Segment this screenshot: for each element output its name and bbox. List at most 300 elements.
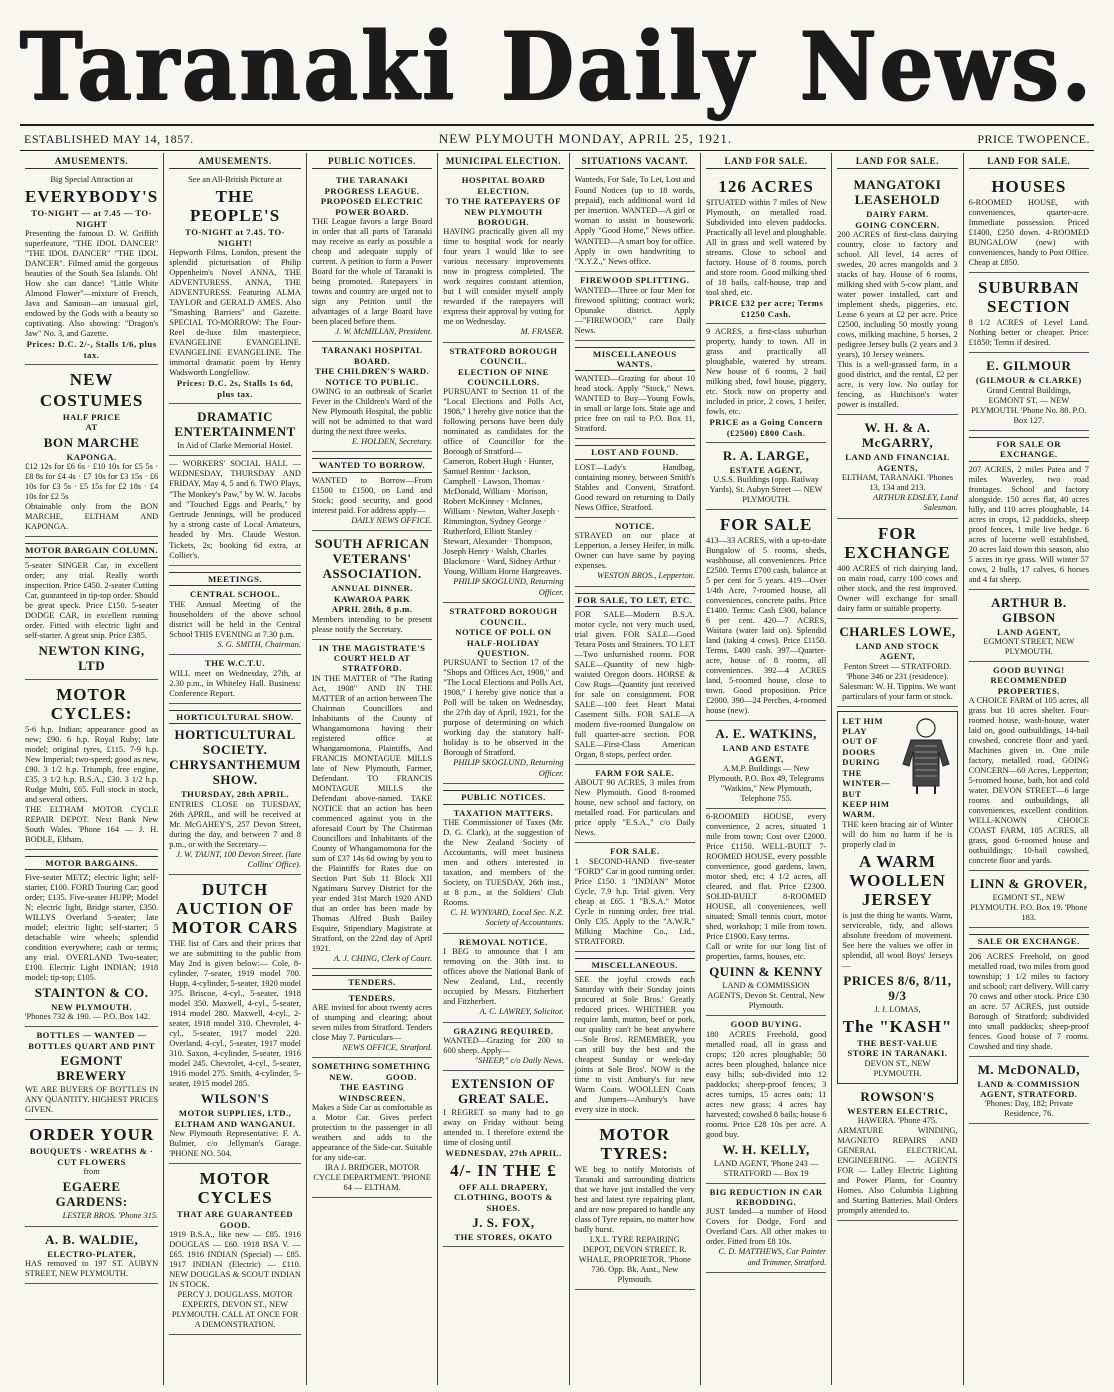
ad-time: TO-NIGHT at 7.45. TO-NIGHT! xyxy=(185,227,286,248)
ad-title: STRATFORD BOROUGH COUNCIL. xyxy=(449,345,558,367)
ad-body: SITUATED within 7 miles of New Plymouth, on metalled road. Subdivided into eleven paddocks. Practically all level and ploughable. All in grass and well watered by streams. Close to school and factory. House of 8 rooms, porch and store room. Good milking shed of 18 bails, calf-house, trap and tool shed, etc. xyxy=(705,198,827,298)
section-title: FOR SALE OR EXCHANGE. xyxy=(969,437,1089,462)
ad-body: Members intending to be present please notify the Secretary. xyxy=(311,614,433,634)
jersey-lines xyxy=(842,716,894,820)
ad-time: TO-NIGHT — at 7.45 — TO-NIGHT xyxy=(31,208,152,229)
ad-body: JUST landed—a number of Hood Covers for Dodge, Ford and Overland Cars. All other makes to order. Fitted from £8 10s. xyxy=(705,1207,827,1247)
grazing-notice xyxy=(443,1023,563,1072)
section-title: MISCELLANEOUS WANTS. xyxy=(575,347,695,372)
ad-sub: MOTOR SUPPLIES, LTD., ELTHAM AND WANGANUI. xyxy=(174,1108,296,1129)
ad-signature: C. H. WYNYARD, Local Sec. N.Z. Society of Accountants. xyxy=(450,907,564,928)
ad-sub: GOING CONCERN. xyxy=(855,219,940,230)
jersey-line-5: KEEP HIM xyxy=(842,798,890,809)
ad-body: HAS removed to 197 ST. AUBYN STREET, NEW PLYMOUTH. xyxy=(25,1258,159,1278)
ad-headline: HOUSES xyxy=(991,177,1067,197)
masthead-rule xyxy=(20,124,1094,126)
ad-body: ABOUT 90 ACRES, 3 miles from New Plymouth. Good 8-roomed house, new school and factory, on metalled road. For particulars and price apply "E.S.A.," c/o Daily News. xyxy=(574,778,695,838)
ad-sub: CENTRAL SCHOOL. xyxy=(190,589,281,600)
column-7 xyxy=(831,153,962,1385)
section-title: WANTED TO BORROW. xyxy=(312,458,432,472)
jersey-line-6: WARM. xyxy=(842,809,876,820)
ad-sub: (GILMOUR & CLARKE) xyxy=(975,375,1082,386)
ad-left: SOMETHING NEW. xyxy=(311,1061,371,1082)
ad-signature: J. W. McMILLAN, President. xyxy=(335,327,433,337)
ad-sub: TENDERS. xyxy=(348,992,396,1003)
farm-for-sale xyxy=(575,765,695,843)
ad-body: ENTRIES CLOSE on TUESDAY, 26th APRIL, and will be received at Mr. McGAHEY'S, 257 Devon Street, during the day, and between 7 and 8 p.m., or with the Secretary— xyxy=(169,799,301,849)
wctu-notice xyxy=(169,655,301,703)
ad-name: NEWTON KING, LTD xyxy=(38,642,145,673)
ad-name: EGMONT BREWERY xyxy=(56,1053,127,1084)
motor-cycles-guaranteed-ad xyxy=(169,1164,301,1335)
ad-body: I BEG to announce that I am removing on the 30th inst. to offices above the National Bank of New Zealand, Ltd., recently occupied by Messrs. Fitzherbert and Fitzherbert. xyxy=(443,947,564,1007)
ad-body: Hepworth Films, London, present the splendid picturisation of Philip Oppenheim's Novel ANNA, THE ADVENTURESS. ANNA, THE ADVENTURESS. Featuring ALMA TAYLOR and GERALD AMES. Also "Smashing Barriers" and Gazette. SPECIAL TO-MORROW: The Four-Reel de-luxe film masterpiece, EVANGELINE EVANGELINE. EVANGELINE EVANGELINE. The immortal dramatic poem by Henry Wadsworth Longfellow. xyxy=(169,248,301,378)
ad-title: FARM FOR SALE. xyxy=(595,768,675,779)
column-4 xyxy=(437,153,568,1385)
lowe-agent-ad xyxy=(837,619,957,707)
ad-address: Fenton Street — STRATFORD. 'Phone 346 or 231 (residence). Salesman: W. H. Tippins. We want particulars of your farm or stock. xyxy=(839,661,956,701)
ad-name: ROWSON'S xyxy=(860,1088,935,1104)
tenders-notice xyxy=(312,969,432,1058)
dutch-auction-ad xyxy=(169,875,301,1164)
ad-intro: See an All-British Picture at xyxy=(188,175,283,185)
ad-prices: Prices: D.C. 2/-, Stalls 1/6, plus tax. xyxy=(26,339,157,360)
mcdonald-agent-ad xyxy=(969,1057,1089,1125)
for-exchange-ad xyxy=(837,519,957,619)
ad-intro: Big Special Attraction at xyxy=(50,175,133,185)
section-title: MISCELLANEOUS. xyxy=(575,958,695,972)
ad-body: THE list of Cars and their prices that we are submitting to the public from May 2nd is given below:— Cole, 8-cylinder, 7-seater, 1919 model 700. Hupp, 4-cylinder, 5-seater, 1920 model 375. Briscoe, 4-cyl., 5-seater, 1918 model 350. Maxwell, 4-cyl., 5-seater, 1914 model 280. Maxwell, 4-cyl., 2-seater, 1918 model 310. Chevrolet, 4-cyl., 5-seater, 1917 model 220. Overland, 4-cyl., 5-seater, 1917 model 310. Saxon, 4-cylinder, 5-seater, 1916 model 245. Chevrolet, 4-cyl., 5-seater, 1916 model 275. Smith, 4-cylinder, 5-seater, 1915 model 285. xyxy=(169,939,301,1089)
ad-headline: NEW xyxy=(69,370,114,390)
column-header: AMUSEMENTS. xyxy=(25,156,158,169)
ad-name: W. H. & A. McGARRY, xyxy=(861,420,934,451)
gibson-agent-ad xyxy=(969,590,1089,662)
ad-body: ARMATURE WINDING, MAGNETO REPAIRS AND GENERAL ELECTRICAL ENGINEERING. — AGENTS FOR — Lalley Electric Lighting and Power Plants, for Country Homes. Also Columbia Lighting and Starting Batteries. Mail Orders promptly attended to. xyxy=(837,1125,958,1215)
ad-name: QUINN & KENNY xyxy=(709,964,824,980)
ad-title: NOTICE. xyxy=(615,520,655,531)
ad-title: THE EASTING WINDSCREEN. xyxy=(338,1082,406,1103)
jersey-line-1: LET HIM PLAY xyxy=(842,715,884,737)
ad-address: A.M.P. Buildings — New Plymouth. P.O. Box 49, Telegrams "Watkins," New Plymouth, Telephone 755. xyxy=(708,764,825,804)
ad-headline: COSTUMES xyxy=(39,391,144,411)
ad-address: EGMONT STREET, NEW PLYMOUTH. xyxy=(983,637,1075,657)
ad-headline: MOTOR CYCLES: xyxy=(50,684,133,723)
vehicles-for-sale xyxy=(575,843,695,951)
ad-price: PRICE £32 per acre; Terms £1250 Cash. xyxy=(708,298,824,319)
ad-body: WE beg to notify Motorists of Taranaki and surrounding districts that we have just installed the very best and latest tyre repairing plant, and are now prepared to handle any class of Tyre repairs, no matter how badly burst. xyxy=(574,1165,695,1235)
ad-prices: Prices: D.C. 2s, Stalls 1s 6d, plus tax. xyxy=(176,378,294,399)
ad-sub: LAND & COMMISSION AGENTS, Devon St. Central, New Plymouth. xyxy=(707,981,825,1011)
ad-signature: DAILY NEWS OFFICE. xyxy=(351,515,433,525)
ad-sub: NOTICE TO PUBLIC. xyxy=(325,376,419,387)
column-header: LAND FOR SALE. xyxy=(837,156,957,169)
ad-headline: SUBURBAN SECTION xyxy=(978,278,1080,317)
ad-body: In Aid of Clarke Memorial Hostel. xyxy=(177,441,293,451)
ad-body: 413—33 ACRES, with a up-to-date Bungalow of 5 rooms, sheds, washhouse, all conveniences. Price £2500. Terms £700 cash, balance at 5 per cent for 5 years. 419—Over 1/4th Acre, 7-roomed house, all conveniences, concrete paths. Price £1400. Terms: Cash £300, balance 6 per cent. 420—7 ACRES, Waitara (water laid on). Splendid land (taking 4 cows). Price £1150. Terms, £400 cash. 397—Quarter-acre, house of 8 rooms, all conveniences. 392—4 ACRES land, 5-roomed house, close to town. Good proposition. Price £2000. 390—24 Perches, 4-roomed house (new). xyxy=(705,536,827,716)
ad-body: 9 ACRES, a first-class suburban property, handy to town. All in grass and practically all ploughable, watered by stream. New house of 6 rooms, 2 bail milking shed, fowl house, piggery, etc. Stock now on property and included in price, 2 cows, 1 heifer, fowls, etc. xyxy=(705,327,827,417)
section-title: FOR SALE, TO LET, ETC. xyxy=(575,593,695,607)
dramatic-ad xyxy=(169,404,301,456)
ad-headline: A WARM WOOLLEN JERSEY xyxy=(849,851,946,909)
ad-signature: J. J. LOMAS, xyxy=(874,1004,921,1014)
section-title: LOST AND FOUND. xyxy=(575,445,695,459)
ad-body: A CHOICE FARM of 105 acres, all grass but 10 acres shelter. Four-roomed house, wash-house, water laid on, good outbuildings, 14-bail cowshed, concrete floor and yard. Machines given in. One mile factory, metalled road. GOING CONCERN—60 Acres, Lepperton; 5-roomed house, bath, hot and cold water. DEVON STREET—6 large rooms and outbuildings, all conveniences, excellent condition. WELL-KNOWN CHOICE COAST FARM, 105 ACRES, all grass, good 6-roomed house and outbuildings; 10-bail cowshed, concrete floor and yards. xyxy=(968,696,1089,866)
ad-address: HAWERA. 'Phone 475. xyxy=(857,1115,938,1125)
ad-name: LINN & GROVER, xyxy=(970,876,1088,892)
boy-in-jersey-illustration xyxy=(899,716,953,794)
masthead-word-1: Taranaki xyxy=(20,10,458,122)
ad-body: STRAYED on our place at Lepperton, a Jersey Heifer, in milk. Owner can have same by paying expenses. xyxy=(574,531,695,571)
ad-name: BON MARCHE xyxy=(43,434,140,450)
ad-headline: FOR SALE xyxy=(719,515,813,535)
ad-headline: EXTENSION OF GREAT SALE. xyxy=(451,1076,556,1107)
section-title: MOTOR BARGAINS. xyxy=(25,856,158,870)
for-sale-listings xyxy=(706,510,826,721)
good-buying-ad xyxy=(969,662,1089,871)
ad-body: LOST—Lady's Handbag, containing money, between Smith's Stables and Convent, Stratford. Good reward on returning to Daily News Office, Stratford. xyxy=(574,462,695,512)
half-holiday-poll-notice xyxy=(443,603,563,784)
lost-found xyxy=(575,439,695,517)
motor-cycles-ad xyxy=(25,680,158,850)
jersey-line-3: DURING THE xyxy=(842,757,881,778)
ad-place: KAWAROA PARK xyxy=(333,593,411,604)
ad-title: HOSPITAL BOARD ELECTION. xyxy=(461,175,546,196)
motor-bargains-ad xyxy=(25,850,158,1028)
ad-headline: MANGATOKI LEASEHOLD xyxy=(853,177,942,208)
column-header: SITUATIONS VACANT. xyxy=(575,156,695,169)
ad-body: OWING to an outbreak of Scarlet Fever in the Children's Ward of the New Plymouth Hospital, the public will not be admitted to that ward during the next three weeks. xyxy=(311,387,433,437)
ad-address: ELTHAM, TARANAKI. 'Phones 13, 134 and 213. xyxy=(841,473,954,493)
ad-name: WILSON'S xyxy=(200,1091,270,1107)
ad-prices: PRICES 8/6, 8/11, 9/3 xyxy=(843,972,952,1003)
candidate-list: Cameron, Robert Hugh · Hunter, Samuel Renton · Jackson, Campbell · Lawson, Thomas · McDonald, William · Morison, Robert McKinney · McInnes, William · Newton, Walter Joseph · Rimmington, Sydney George · Rutherford, Elliott Stanley · Stewart, Alexander · Thompson, Joseph Henry · Walsh, Charles Blackmore · Ward, Sidney Arthur · Young, William Horne Hargreaves. xyxy=(443,457,562,577)
ad-headline: MOTOR TYRES: xyxy=(599,1125,671,1164)
bon-marche-ad xyxy=(25,365,158,537)
ad-body: 5-seater SINGER Car, in excellent order; any trial. Really worth inspection. Price £450. 2-seater Cutting Car, guaranteed in tip-top order. Should be great speck. Price £150. 5-seater DODGE CAR, in excellent running order. Fitted with electric light and self-starter. A great snip. Price £385. xyxy=(25,560,159,640)
ad-name: M. McDONALD, xyxy=(977,1061,1081,1077)
ad-sub: THAT ARE GUARANTEED GOOD. xyxy=(176,1209,294,1230)
car-rebodding-ad xyxy=(706,1184,826,1274)
section-title: SALE OR EXCHANGE. xyxy=(969,934,1089,948)
ad-sub: TAXATION MATTERS. xyxy=(453,807,554,818)
for-sale-to-let xyxy=(575,587,695,765)
dateline xyxy=(24,130,1090,148)
jersey-line-2: OUT OF DOORS xyxy=(842,736,878,757)
workers-hall-notice: — WORKERS' SOCIAL HALL — WEDNESDAY, THURSDAY AND FRIDAY, May 4, 5 and 6. TWO Plays, "The Monkey's Paw," by W. W. Jacobs and "Touched Eggs and Pearls," by Gertrude Jennings, will be produced by a strong caste of Local Amateurs, headed by Mrs. Claude Weston. Tickets, 2s; booking 6d extra, at Collier's. xyxy=(169,456,301,566)
ad-sub: PROPOSED ELECTRIC POWER BOARD. xyxy=(320,196,424,217)
ad-sub: THE CHILDREN'S WARD. xyxy=(315,366,430,377)
ad-place: KAPONGA. xyxy=(66,451,117,462)
jersey-line-4: WINTER—BUT xyxy=(842,778,891,799)
ad-signature: I.X.L. TYRE REPAIRING DEPOT, DEVON STREET. R. WHALE, PROPRIETOR. 'Phone 736. Opp. Bk. Aust., New Plymouth. xyxy=(578,1235,691,1285)
peoples-ad xyxy=(169,172,301,404)
ad-sub: is just the thing he wants. Warm, serviceable, tidy, and allows absolute freedom of movement. See here the values we offer in splendid, all wool Boys' Jerseys— xyxy=(842,910,953,970)
ad-name: CHARLES LOWE, xyxy=(839,623,956,639)
ad-sub: ELECTION OF NINE COUNCILLORS. xyxy=(458,366,549,388)
ad-body: This is a well-grassed farm, in a good district, and the rental, £2 per acre, is very low. No outlay for fencing, as Hutchison's water power is installed. xyxy=(837,360,958,410)
column-header: LAND FOR SALE. xyxy=(969,156,1089,169)
ad-signature: "SHEEP," c/o Daily News. xyxy=(474,1055,564,1065)
ad-name: STAINTON & CO. xyxy=(34,985,149,1001)
ad-body: 200 ACRES of first-class dairying country, close to factory and school. All level, 14 acres of swedes, 20 acres mangolds and 3 stacks of hay. House of 6 rooms, milking shed with 5-cow plant, and water power installed, cart and implement sheds, piggeries, etc. Lease 6 years at £2 per acre. Price £2500, including 50 mostly young cows, milking machine, 5 horses, 2 pedigree Jersey bulls (2 years and 3 years), 10 Jersey weaners. xyxy=(837,230,958,360)
ad-signature: E. HOLDEN, Secretary. xyxy=(351,437,433,447)
ad-body: WANTED—Grazing for about 10 head stock. Apply "Stock," News. WANTED to Buy—Young Fowls, in small or large lots. State age and price free on rail to P.O. Box 11, Stratford. xyxy=(574,374,695,434)
ad-tail: Obtainable only from the BON MARCHE, ELTHAM AND KAPONGA. xyxy=(25,502,159,532)
ad-body: HAVING practically given all my time to hospital work for nearly four years I would like to see various necessary improvements now in progress completed. The work requires constant attention, but I will consider myself amply rewarded if the ratepayers will express their approval by voting for me on Wednesday. xyxy=(443,227,564,327)
mcgarry-agent-ad xyxy=(837,415,957,519)
ad-title: GRAZING REQUIRED. xyxy=(453,1025,554,1036)
waldie-ad xyxy=(25,1227,158,1284)
ad-depot: THE ELTHAM MOTOR CYCLE REPAIR DEPOT. Next Bank New South Wales. 'Phone 164 — J. H. BODLE, Eltham. xyxy=(25,804,159,844)
ad-title: THE W.C.T.U. xyxy=(205,658,266,669)
brewery-ad xyxy=(25,1027,158,1120)
ad-title: TARANAKI HOSPITAL BOARD. xyxy=(321,345,423,366)
nine-acres-ad xyxy=(706,324,826,443)
column-6 xyxy=(700,153,831,1385)
section-title: MOTOR BARGAIN COLUMN. xyxy=(25,543,158,557)
ad-body: WANTED—Grazing for 200 to 600 sheep. Apply— xyxy=(443,1035,564,1055)
great-sale-ad xyxy=(443,1071,563,1247)
column-header: AMUSEMENTS. xyxy=(169,156,301,169)
ad-title: THE TARANAKI PROGRESS LEAGUE. xyxy=(324,175,420,196)
issue-date: NEW PLYMOUTH MONDAY, APRIL 25, 1921. xyxy=(438,131,733,146)
mangatoki-ad xyxy=(837,172,957,415)
hospital-board-notice xyxy=(312,342,432,452)
column-8 xyxy=(963,153,1094,1385)
linn-grover-ad xyxy=(969,871,1089,928)
ad-intro: BOTTLES — WANTED — BOTTLES QUART AND PINT xyxy=(28,1030,156,1051)
ad-signature: PERCY J. DOUGLASS. MOTOR EXPERTS, DEVON ST., NEW PLYMOUTH. CALL AT ONCE FOR A DEMONSTRATION. xyxy=(171,1289,299,1329)
ad-sub: ELECTRO-PLATER, xyxy=(47,1248,136,1259)
price-text: PRICE TWOPENCE. xyxy=(977,131,1090,146)
section-title: PUBLIC NOTICES. xyxy=(443,790,563,804)
ad-sub: NOTICE OF POLL ON HALF-HOLIDAY QUESTION. xyxy=(455,627,552,658)
ad-body: 207 ACRES, 2 miles Patea and 7 miles Waverley, two road frontages. School and factory alongside. 150 acres flat, 40 acres hilly, and 110 acres ploughable, 14 acres in crops, 12 paddocks, sheep proof fences, 1 mile live hedge. 6 acres of lucerne well established, 20 acres laid down this season, also 5 acres in rye grass. Will winter 57 cows, 2 bulls, 17 calves, 6 horses and 4 fat sheep. xyxy=(968,464,1089,584)
situations-vacant: Wanteds, For Sale, To Let, Lost and Found Notices (up to 18 words, prepaid), each additional word 1d per insertion. WANTED—A girl or woman to assist in housework. Apply "Good Home," News office. WANTED—A smart boy for office. Apply in own handwriting to "X.Y.Z.," News office. xyxy=(575,172,695,272)
ad-signature: LAND AGENT, 'Phone 243 — STRATFORD — Box 19 xyxy=(713,1158,819,1178)
meetings-notice xyxy=(169,566,301,655)
ad-body: ARE invited for about twenty acres of stumping and clearing; about seven miles from Stratford. Tenders close May 7. Particulars— xyxy=(311,1002,433,1042)
jersey-ad xyxy=(837,711,957,1084)
sale-exchange-ad xyxy=(969,928,1089,1056)
ad-phone: 'Phones: Day, 182; Private Residence, 76. xyxy=(984,1099,1074,1119)
veterans-notice xyxy=(312,531,432,639)
ad-sub: ESTATE AGENT, xyxy=(729,465,803,476)
ad-title: REMOVAL NOTICE. xyxy=(458,936,548,947)
kash-address: DEVON ST., NEW PLYMOUTH. xyxy=(864,1058,931,1078)
houses-ad xyxy=(969,172,1089,273)
ad-body: 5-6 h.p. Indian; appearance good as new; £90. 6 h.p. Royal Ruby; late model; original tyres, £115. 7-9 h.p. New Imperial; two-speed; good as new, £90. 3 1/2 h.p. Triumph, free engine, £35. 3 1/2 h.p. B.S.A., £30. 3 1/2 h.p. Rudge Multi, £65. Full stock in stock, and several others. xyxy=(25,724,159,804)
horticultural-notice xyxy=(169,704,301,876)
ad-price: PRICE as a Going Concern (£2500) £800 Cash. xyxy=(709,417,823,438)
gilmour-agent-ad xyxy=(969,353,1089,430)
suburban-ad xyxy=(969,273,1089,353)
masthead-word-2: Daily xyxy=(501,10,757,122)
ad-signature: A. C. LAWREY, Solicitor. xyxy=(479,1007,564,1017)
ad-sub: TO THE RATEPAYERS OF NEW PLYMOUTH BOROUGH. xyxy=(446,196,561,228)
ad-signature: ARTHUR EDSLEY, Land Salesman. xyxy=(873,493,958,513)
ad-body: 6-ROOMED HOUSE, with conveniences, quarter-acre. Immediate possession. Priced £1400, £250 down. 4-ROOMED BUNGALOW (new) with conveniences, handy to Post Office. Cheap at £850. xyxy=(968,198,1089,268)
ad-body: PURSUANT to Section 17 of the "Shops and Offices Act, 1908," and "The Local Elections and Polls Act, 1908," I hereby give notice that a Poll will be taken on Wednesday, the 27th day of April, 1921, for the purpose of determining on which working day the statutory half-holiday is to be observed in the Borough of Stratford. xyxy=(443,658,564,758)
section-title: MEETINGS. xyxy=(169,572,301,586)
ad-pair xyxy=(312,1061,432,1082)
column-header: MUNICIPAL ELECTION. xyxy=(443,156,563,169)
miscellaneous xyxy=(575,952,695,1120)
ad-body: THE League favors a large Board in order that all parts of Taranaki may receive as early as possible a cheap and adequate supply of current. A petition to form a Power Board for the whole of Taranaki is being promoted. Ratepayers in towns and country are urged not to sign any Petition until the advantages of a large Board have been placed before them. xyxy=(311,217,433,327)
ad-signature: THE STORES, OKATO xyxy=(454,1232,553,1242)
motor-bargain-ad xyxy=(25,537,158,679)
ad-body: 8 1/2 ACRES of Level Land. Nothing better or cheaper. Price: £1850; Terms if desired. xyxy=(968,318,1089,348)
ad-title: GOOD BUYING. xyxy=(730,1019,802,1030)
kash-sub: THE BEST-VALUE STORE IN TARANAKI. xyxy=(847,1037,948,1059)
ad-headline: 126 ACRES xyxy=(718,177,814,197)
ad-body: WANTED—Three or four Men for firewood splitting; contract work; Opunake district. Apply—"FIREWOOD," care Daily News. xyxy=(574,285,695,335)
masthead-word-3: News. xyxy=(799,10,1094,122)
ad-name: EVERYBODY'S xyxy=(25,187,159,207)
ad-name: E. GILMOUR xyxy=(986,358,1072,374)
section-title: TENDERS. xyxy=(312,975,432,989)
ad-body: Presenting the famous D. W. Griffith superfeature, "THE IDOL DANCER" "THE IDOL DANCER" "THE IDOL DANCER". Filmed amid the gorgeous beauties of the South Sea Islands. Oh! How she can dance! "Little White Almond Flower"—mixture of French, Java and Samoan—an unusual girl, endowed by the Gods with a beauty so captivating. Also showing: "Dragon's Jaw" No. 3, and Gazette. xyxy=(25,229,159,339)
column-1 xyxy=(20,153,163,1385)
ad-tail: Call or write for our long list of properties, farms, houses, etc. xyxy=(705,942,827,962)
acres-126-ad xyxy=(706,172,826,324)
magistrate-court-notice xyxy=(312,640,432,970)
ad-body: I REGRET so many had to go away on Friday without being attended to. I therefore extend the time of closing until xyxy=(443,1108,564,1148)
ad-sub: DAIRY FARM. xyxy=(866,209,929,220)
ad-headline: HORTICULTURAL SOCIETY. CHRYSANTHEMUM SHOW. xyxy=(169,727,301,788)
good-buying-ad xyxy=(706,1016,826,1183)
ad-headline: DRAMATIC ENTERTAINMENT xyxy=(174,409,296,440)
ad-from: from xyxy=(83,1167,100,1177)
ad-subline: HALF PRICE xyxy=(62,412,121,423)
established-text: ESTABLISHED MAY 14, 1857. xyxy=(24,131,194,146)
ad-body: Makes a Side Car as comfortable as a Motor Car. Gives perfect protection to the passenger in all weathers and adds to the appearance of the Side-car. Suitable for any side-car. xyxy=(311,1102,433,1162)
ad-body: IN THE MATTER of "The Rating Act, 1908" AND IN THE MATTER of an action between The Chairman Councillors and Inhabitants of the County of Whangamomona having their registered office at Whangamomona, Plaintiffs, And FRANCIS MONTAGUE MILLS late of New Plymouth, Farmer, Defendant. TO FRANCIS MONTAGUE MILLS the Defendant above-named. TAKE NOTICE that an action has been commenced against you in the aforesaid Court by The Chairman Councillors and Inhabitants of the County of Whangamomona for the sum of £37 14s 6d owing by you to the Plaintiffs for Rates due on Section Part Sub 11 Block XII Ngatimaru Survey District for the year ended 31st March 1920 AND that an order has been made by Thomas Alfred Bush Bailey Esquire, Stipendiary Magistrate at Stratford, on the 22nd day of April 1921. xyxy=(311,673,433,953)
ad-body: THE Annual Meeting of the householders of the above school district will be held in the Central School THIS EVENING at 7.30 p.m. xyxy=(169,599,301,639)
ad-sub: LAND AND ESTATE AGENT, xyxy=(722,743,810,764)
ad-sub: LAND & COMMISSION AGENT, STRATFORD. xyxy=(977,1078,1081,1100)
column-3 xyxy=(306,153,437,1385)
ad-signature: WESTON BROS., Lepperton. xyxy=(597,571,695,581)
ad-name: R. A. LARGE, xyxy=(722,448,810,464)
ad-body: 400 ACRES of rich dairying land, on main road, carry 100 cows and other stock, and the rest improved. Owner will exchange for small dairy farm or suitable property. xyxy=(837,563,958,613)
dateline-rule xyxy=(20,150,1094,151)
ad-date: THURSDAY, 28th APRIL. xyxy=(180,789,290,800)
ad-title: BIG REDUCTION IN CAR REBODDING. xyxy=(709,1186,823,1208)
removal-notice xyxy=(443,934,563,1023)
ad-signature: PHILIP SKOGLUND, Returning Officer. xyxy=(453,577,564,597)
column-header: PUBLIC NOTICES. xyxy=(312,156,432,169)
ad-lines: BOUQUETS · WREATHS & · CUT FLOWERS xyxy=(29,1146,154,1167)
sale-or-exchange-ad xyxy=(969,431,1089,590)
ad-signature: C. D. MATTHEWS, Car Painter and Trimmer, Stratford. xyxy=(718,1247,827,1267)
ad-body: 1 SECOND-HAND five-seater "FORD" Car in good running order. Price £150. 1 "INDIAN" Motor Cycle, 7.9 h.p. Trial given. Very cheap at £65. 1 "B.S.A." Motor Cycle in running order, free trial. Only £35. Apply to the "A.W.R." Milking Machine Co., Ltd., STRATFORD. xyxy=(574,856,695,946)
ad-headline: ORDER YOUR xyxy=(29,1125,155,1145)
ad-signature: S. G. SMITH, Chairman. xyxy=(217,639,301,649)
ad-signature: J. W. TAUNT, 100 Devon Street. (late Collins' Office). xyxy=(176,849,301,869)
ad-signature: IRA J. BRIDGER, MOTOR CYCLE DEPARTMENT. 'PHONE 64 — ELTHAM. xyxy=(313,1162,431,1192)
ad-body: PURSUANT to Section 11 of the "Local Elections and Polls Act, 1908," I hereby give notice that the following persons have been duly nominated as candidates for the office of Councillor for the Borough of Stratford— xyxy=(443,387,564,457)
ad-address: Grand Central Buildings, EGMONT ST. — NEW PLYMOUTH. 'Phone No. 88. P.O. Box 127. xyxy=(971,385,1087,425)
ad-sub: LAND AND STOCK AGENT, xyxy=(855,640,940,662)
ad-name: A. B. WALDIE, xyxy=(44,1231,139,1247)
ad-body: WANTED to Borrow—From £1500 to £1500, on Land and Stock; good security, and good interest paid. For address apply— xyxy=(311,475,433,515)
ad-right: SOMETHING GOOD. xyxy=(372,1061,431,1082)
ad-body: WE ARE BUYERS OF BOTTLES IN ANY QUANTITY. HIGHEST PRICES GIVEN. xyxy=(25,1085,159,1115)
houses-listings xyxy=(706,809,826,1016)
council-election-notice xyxy=(443,343,563,603)
ad-body: 206 ACRES Freehold, on good metalled road, two miles from good township; 1 1/2 miles to factory and school; cart delivery. Will carry 70 cows and other stock. Price £30 an acre. 57 ACRES, just outside Borough of Stratford; subdivided into small paddocks; sheep-proof fences. Good house of 7 rooms. Cowshed and tiny shade. xyxy=(968,951,1089,1051)
ad-signature: PHILIP SKOGLUND, Returning Officer. xyxy=(453,758,564,778)
ad-phone: 'Phones 732 & 190. — P.O. Box 142. xyxy=(25,1012,151,1022)
motor-tyres-ad xyxy=(575,1120,695,1290)
ad-body: THE keen bracing air of Winter will do him no harm if he is properly clad in xyxy=(842,819,953,849)
misc-wants xyxy=(575,341,695,440)
ad-contact: New Plymouth Representative: F. A. Bulmer, c/o Jellyman's Garage. 'PHONE NO. 504. xyxy=(169,1129,301,1159)
windscreen-ad xyxy=(312,1058,432,1198)
ad-body: Five-seater METZ; electric light; self-starter, £100. FORD Touring Car; good order; £135. Five-seater HUPP; Model N; electric light, Bridge starter, £350. WILLYS Overland 5-seater; late model; electric light; self-starter; 5 detachable wire wheels; splendid condition everywhere; cash or terms; any trial. OVERLAND Two-seater; £100. Electric Light INDIAN; 1918 model; tip-top; £105. xyxy=(25,873,159,983)
progress-league-notice xyxy=(312,172,432,342)
section-title: HORTICULTURAL SHOW. xyxy=(169,710,301,724)
ad-sub: RECOMMENDED PROPERTIES. xyxy=(990,675,1068,696)
wanted-to-borrow-notice xyxy=(312,452,432,531)
ad-sub: ANNUAL DINNER. xyxy=(331,583,413,594)
ad-body: THE Commissioner of Taxes (Mr. D. G. Clark), at the suggestion of the New Zealand Society of Accountants, will meet business men and others interested in taxation, and members of the Society, on TUESDAY, 26th inst., at 8 p.m., at the Soldiers' Club Rooms. xyxy=(443,817,564,907)
ad-title: FIREWOOD SPLITTING. xyxy=(580,275,690,286)
ad-headline: SOUTH AFRICAN VETERANS' ASSOCIATION. xyxy=(314,536,430,582)
ad-title: STRATFORD BOROUGH COUNCIL. xyxy=(449,606,558,627)
ad-discount-detail: OFF ALL DRAPERY, CLOTHING, BOOTS & SHOES. xyxy=(453,1181,553,1213)
ad-name: EGAERE GARDENS: xyxy=(55,1179,128,1210)
ad-name: W. H. KELLY, xyxy=(722,1141,810,1157)
column-header: LAND FOR SALE. xyxy=(706,156,826,169)
ad-date: WEDNESDAY, 27th APRIL. xyxy=(445,1148,562,1159)
flowers-ad xyxy=(25,1120,158,1226)
large-agent-ad xyxy=(706,443,826,510)
ad-name: ARTHUR B. GIBSON xyxy=(991,594,1067,625)
watkins-agent-ad xyxy=(706,721,826,809)
ad-name: THE PEOPLE'S xyxy=(189,187,281,226)
columns xyxy=(20,153,1094,1385)
ad-title: FOR SALE. xyxy=(610,846,660,857)
ad-discount: 4/- IN THE £ xyxy=(450,1160,557,1180)
strayed-notice xyxy=(575,518,695,587)
ad-title: IN THE MAGISTRATE'S COURT HELD AT STRATFORD. xyxy=(318,642,426,674)
ad-title: GOOD BUYING! xyxy=(992,665,1065,676)
ad-place: NEW PLYMOUTH. xyxy=(51,1002,133,1013)
jersey-top xyxy=(842,716,952,820)
ad-name: A. E. WATKINS, xyxy=(715,726,817,742)
ad-sub: LAND AGENT, xyxy=(997,626,1061,637)
masthead xyxy=(20,10,1094,122)
ad-body: FOR SALE—Modern B.S.A. motor cycle, not very much used, trial given. FOR SALE—Good Tetara Posts and Strainers. TO LET—Two unfurnished rooms. FOR SALE—Quantity of new high-waisted Oregon doors. HORSE & Cow Rugs—Quantity just received for sale on consignment. FOR SALE—100 feet Heart Matai Casement Sills. FOR SALE—A modern five-roomed Bungalow on full quarter-acre section. FOR SALE—First-Class American Organ, 8 stops, perfect order. xyxy=(574,610,695,760)
ad-headline: MOTOR CYCLES xyxy=(197,1169,273,1208)
ad-date: APRIL 28th, 8 p.m. xyxy=(331,604,413,615)
rowson-ad xyxy=(837,1084,957,1221)
ad-headline: FOR EXCHANGE xyxy=(844,523,951,562)
ad-body: 6-ROOMED HOUSE, every convenience, 2 acres, situated 1 mile from town; Cost over £2000. Price £1150. WELL-BUILT 7-ROOMED HOUSE, every possible convenience, good gardens, lawn, motor shed, etc; 4 1/2 acres, all cleared, and flat. Price £2300. SOLID-BUILT 8-ROOMED HOUSE, all conveniences, well situated; Small tennis court, motor shed, workshop; 1 mile from town. Price £1900. Easy terms. xyxy=(705,812,827,942)
ad-signature: LESTER BROS. 'Phone 315. xyxy=(62,1211,159,1221)
taxation-notice xyxy=(443,784,563,934)
ad-signature: NEWS OFFICE, Stratford. xyxy=(342,1042,433,1052)
ad-address: EGMONT ST., NEW PLYMOUTH. P.O. Box 19. 'Phone 183. xyxy=(970,893,1088,923)
ad-prices: £12 12s for £6 6s · £10 10s for £5 5s · £8 8s for £4 4s · £7 10s for £3 15s · £6 10s for £3 5s · £5 15s for £2 18s · £4 10s for £2 5s xyxy=(25,462,159,502)
firewood-notice xyxy=(575,272,695,340)
ad-signature: A. J. CHING, Clerk of Court. xyxy=(333,953,433,963)
column-2 xyxy=(163,153,306,1385)
ad-sub: LAND AND FINANCIAL AGENTS, xyxy=(845,452,950,473)
ad-sub: WESTERN ELECTRIC, xyxy=(847,1105,948,1116)
